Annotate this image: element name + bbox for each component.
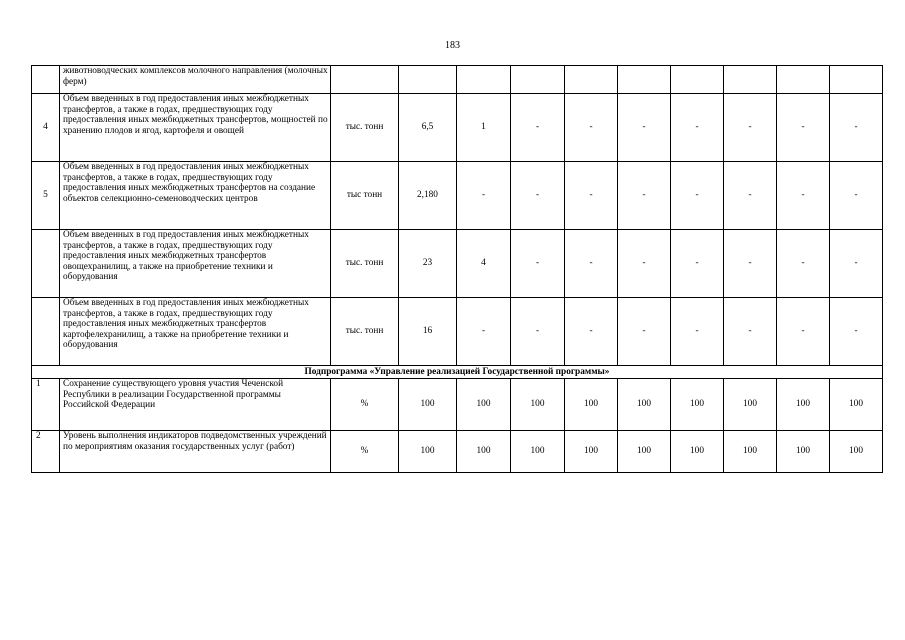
unit-cell: %	[331, 379, 399, 431]
value-cell: -	[618, 162, 671, 230]
table-row	[32, 298, 883, 366]
value-cell: -	[565, 230, 618, 298]
value-cell: -	[565, 94, 618, 162]
indicators-table	[31, 65, 883, 473]
table-body-top	[32, 66, 883, 366]
unit-cell: тыс. тонн	[331, 94, 399, 162]
unit-cell: тыс. тонн	[331, 298, 399, 366]
value-cell	[830, 66, 883, 94]
table-row	[32, 379, 883, 431]
table-row	[32, 162, 883, 230]
value-cell: -	[618, 230, 671, 298]
value-cell: 100	[671, 379, 724, 431]
value-cell: -	[830, 94, 883, 162]
value-cell: 100	[399, 379, 457, 431]
value-cell: -	[565, 162, 618, 230]
value-cell: 1	[457, 94, 511, 162]
value-cell: -	[777, 230, 830, 298]
value-cell: 100	[457, 379, 511, 431]
value-cell: -	[724, 94, 777, 162]
value-cell: -	[618, 94, 671, 162]
value-cell: -	[457, 162, 511, 230]
indicator-name-cell: Объем введенных в год предоставления иных межбюджетных трансфертов, а также в годах, предшествующих году предоставления иных межбюджетных трансфертов картофелехранилищ, а также на приобретение техники и оборудования	[60, 298, 331, 366]
page-number: 183	[445, 40, 460, 51]
value-cell: -	[618, 298, 671, 366]
indicator-name-cell: Объем введенных в год предоставления иных межбюджетных трансфертов, а также в годах, предшествующих году предоставления иных межбюджетных трансфертов, мощностей по хранению плодов и ягод, картофеля и овощей	[60, 94, 331, 162]
value-cell: -	[777, 298, 830, 366]
row-number-cell: 5	[32, 162, 60, 230]
value-cell: 100	[830, 379, 883, 431]
value-cell: 100	[671, 431, 724, 473]
value-cell	[671, 66, 724, 94]
value-cell: 100	[618, 379, 671, 431]
table-row	[32, 230, 883, 298]
value-cell: 16	[399, 298, 457, 366]
section-row-group	[32, 366, 883, 379]
value-cell: 100	[511, 431, 565, 473]
indicator-name-cell: Уровень выполнения индикаторов подведомственных учреждений по мероприятиям оказания государственных услуг (работ)	[60, 431, 331, 473]
table-row	[32, 66, 883, 94]
value-cell	[618, 66, 671, 94]
unit-cell: %	[331, 431, 399, 473]
value-cell: 100	[457, 431, 511, 473]
indicator-name-cell: Объем введенных в год предоставления иных межбюджетных трансфертов, а также в годах, предшествующих году предоставления иных межбюджетных трансфертов овощехранилищ, а также на приобретение техники и оборудования	[60, 230, 331, 298]
unit-cell: тыс. тонн	[331, 230, 399, 298]
value-cell: 100	[565, 431, 618, 473]
value-cell: -	[830, 298, 883, 366]
value-cell: -	[830, 162, 883, 230]
unit-cell	[331, 66, 399, 94]
table-row	[32, 431, 883, 473]
value-cell	[457, 66, 511, 94]
value-cell	[777, 66, 830, 94]
row-number-cell: 4	[32, 94, 60, 162]
value-cell: -	[511, 94, 565, 162]
value-cell	[511, 66, 565, 94]
row-number-cell	[32, 298, 60, 366]
value-cell: -	[671, 230, 724, 298]
value-cell: -	[724, 162, 777, 230]
value-cell: -	[671, 298, 724, 366]
table-body-bottom	[32, 379, 883, 473]
value-cell: 100	[618, 431, 671, 473]
value-cell: -	[777, 94, 830, 162]
row-number-cell: 1	[32, 379, 60, 431]
unit-cell: тыс тонн	[331, 162, 399, 230]
value-cell: -	[671, 94, 724, 162]
indicator-name-cell: животноводческих комплексов молочного направления (молочных ферм)	[60, 66, 331, 94]
indicator-name-cell: Сохранение существующего уровня участия Чеченской Республики в реализации Государственной программы Российской Федерации	[60, 379, 331, 431]
value-cell	[399, 66, 457, 94]
row-number-cell	[32, 230, 60, 298]
section-title: Подпрограмма «Управление реализацией Государственной программы»	[32, 366, 883, 379]
value-cell: -	[457, 298, 511, 366]
value-cell: 100	[511, 379, 565, 431]
row-number-cell: 2	[32, 431, 60, 473]
value-cell: -	[724, 230, 777, 298]
value-cell: 100	[399, 431, 457, 473]
value-cell: 100	[724, 379, 777, 431]
value-cell: 2,180	[399, 162, 457, 230]
value-cell: 100	[830, 431, 883, 473]
value-cell: 100	[777, 379, 830, 431]
section-row	[32, 366, 883, 379]
value-cell: -	[565, 298, 618, 366]
value-cell: -	[724, 298, 777, 366]
value-cell: 6,5	[399, 94, 457, 162]
row-number-cell	[32, 66, 60, 94]
value-cell	[565, 66, 618, 94]
value-cell: 100	[565, 379, 618, 431]
value-cell: 100	[777, 431, 830, 473]
value-cell: 23	[399, 230, 457, 298]
value-cell: -	[511, 162, 565, 230]
table-row	[32, 94, 883, 162]
value-cell: 4	[457, 230, 511, 298]
indicator-name-cell: Объем введенных в год предоставления иных межбюджетных трансфертов, а также в годах, предшествующих году предоставления иных межбюджетных трансфертов на создание объектов селекционно-семеноводческих центров	[60, 162, 331, 230]
value-cell: -	[671, 162, 724, 230]
value-cell	[724, 66, 777, 94]
value-cell: -	[511, 298, 565, 366]
value-cell: -	[830, 230, 883, 298]
value-cell: -	[777, 162, 830, 230]
value-cell: -	[511, 230, 565, 298]
value-cell: 100	[724, 431, 777, 473]
